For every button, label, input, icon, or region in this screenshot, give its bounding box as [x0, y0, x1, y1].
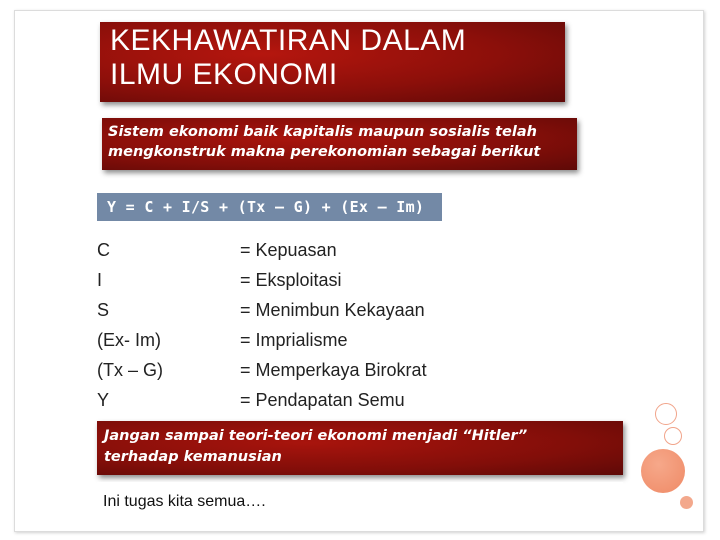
subtitle-line-1: Sistem ekonomi baik kapitalis maupun sosialis telah: [108, 124, 537, 140]
closing-text: Ini tugas kita semua….: [103, 493, 266, 510]
definition-meaning: = Memperkaya Birokrat: [240, 360, 427, 380]
definition-meaning: = Kepuasan: [240, 240, 337, 260]
definition-terms: [97, 235, 163, 415]
slide-title-line-2: ILMU EKONOMI: [110, 58, 338, 91]
decorative-circle-icon: [641, 449, 685, 493]
definition-term: C: [97, 240, 110, 260]
definition-term: I: [97, 270, 103, 290]
note-line-1: Jangan sampai teori-teori ekonomi menjadi “Hitler”: [104, 428, 528, 444]
subtitle: [108, 122, 578, 162]
definition-meaning: = Eksploitasi: [240, 270, 342, 290]
decorative-ring-icon: [655, 403, 677, 425]
subtitle-line-2: mengkonstruk makna perekonomian sebagai berikut: [108, 144, 541, 160]
definition-term: Y: [97, 390, 110, 410]
note: [104, 426, 619, 468]
definition-term: (Ex- Im): [97, 330, 161, 350]
definition-meaning: = Menimbun Kekayaan: [240, 300, 425, 320]
note-line-2: terhadap kemanusian: [104, 449, 282, 465]
slide-title-line-1: KEKHAWATIRAN DALAM: [110, 24, 467, 57]
formula: Y = C + I/S + (Tx – G) + (Ex – Im): [107, 198, 425, 216]
definition-term: (Tx – G): [97, 360, 163, 380]
slide-title: [110, 24, 560, 92]
decorative-ring-icon: [664, 427, 682, 445]
definition-meaning: = Pendapatan Semu: [240, 390, 405, 410]
definition-term: S: [97, 300, 110, 320]
definition-meaning: = Imprialisme: [240, 330, 348, 350]
definition-meanings: [240, 235, 427, 415]
decorative-dot-icon: [680, 496, 693, 509]
